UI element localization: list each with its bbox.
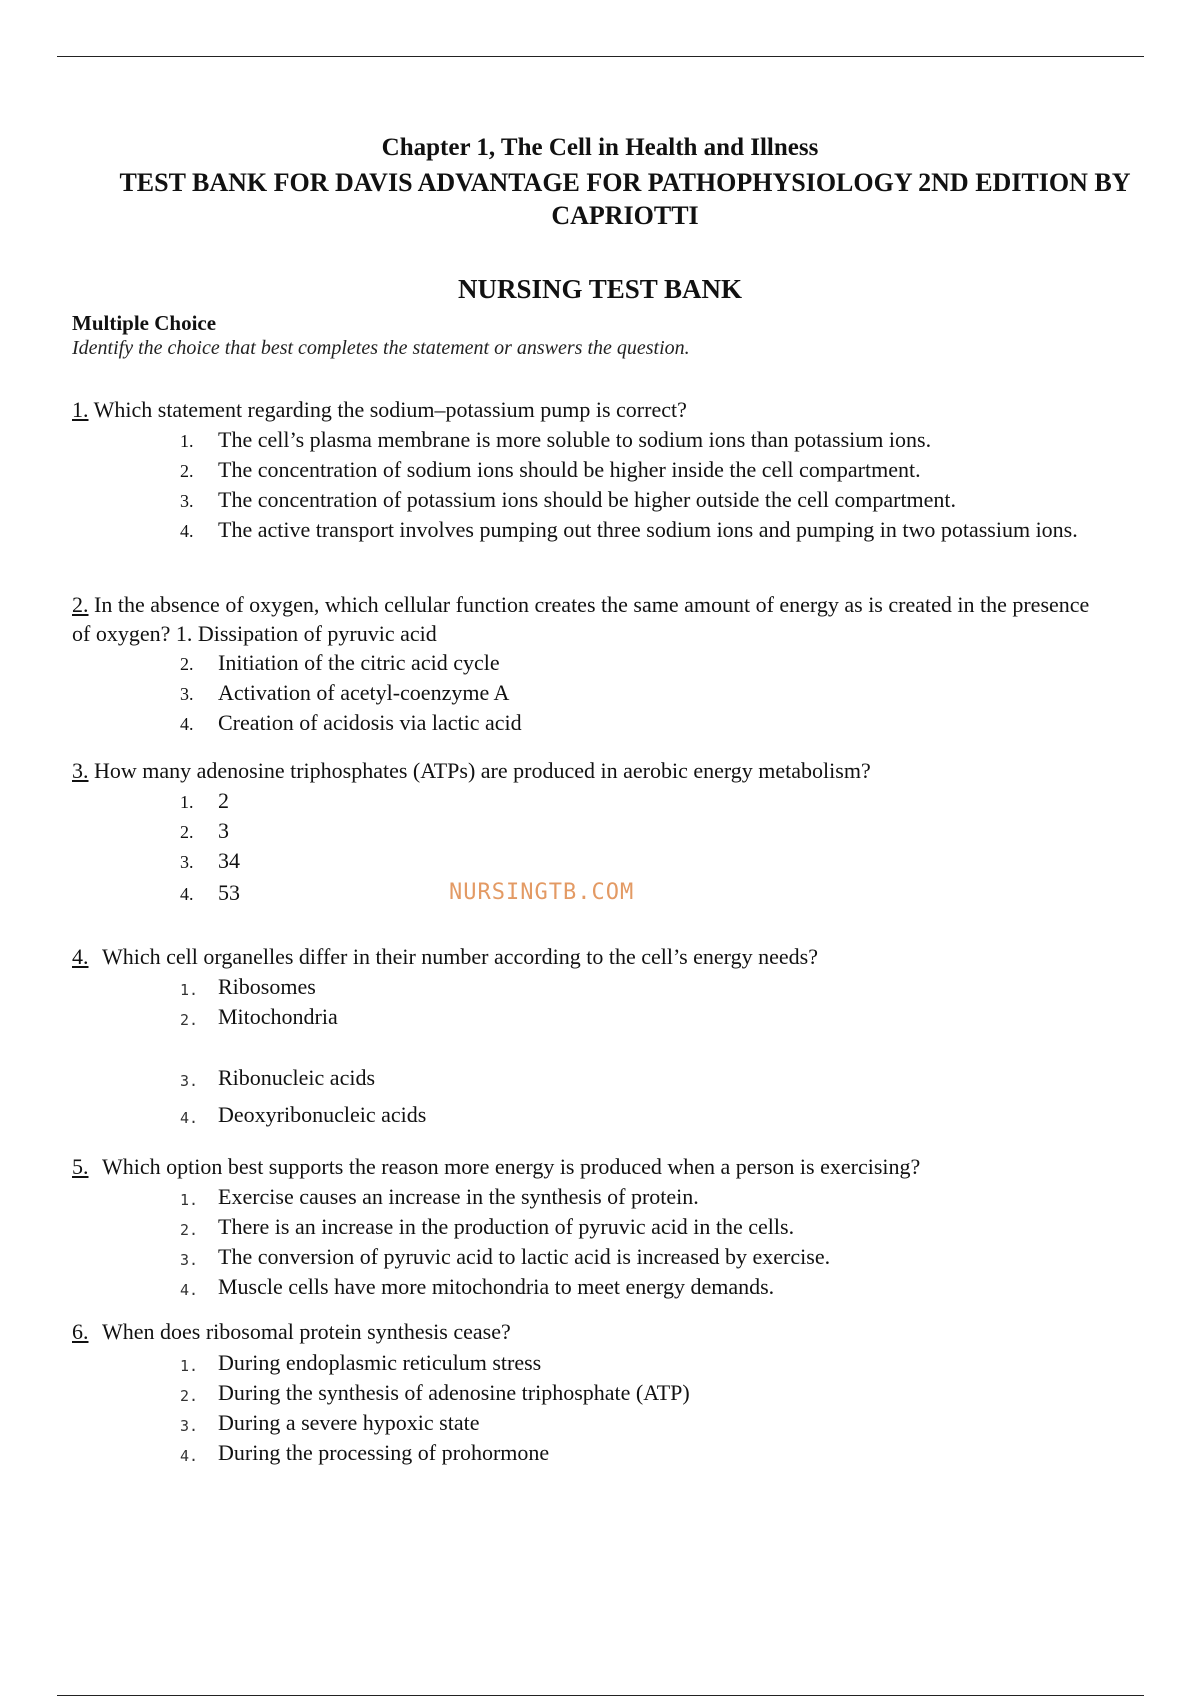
option-number: 1.	[180, 1191, 199, 1209]
chapter-heading: Chapter 1, The Cell in Health and Illness	[381, 134, 819, 161]
question-number: 4.	[72, 944, 89, 969]
watermark-text: NURSINGTB.COM	[449, 880, 635, 905]
option-number: 4.	[180, 884, 194, 904]
option-number: 3.	[180, 684, 194, 704]
option-text: Ribonucleic acids	[218, 1065, 376, 1090]
option-number: 2.	[180, 1387, 199, 1405]
option-text: Deoxyribonucleic acids	[218, 1102, 427, 1127]
top-rule	[57, 56, 1144, 57]
option	[180, 1063, 1118, 1096]
option-text: Activation of acetyl-coenzyme A	[218, 680, 510, 705]
option	[180, 1242, 1118, 1275]
option	[180, 878, 1118, 909]
option	[180, 1438, 1118, 1471]
option-text: Muscle cells have more mitochondria to meet energy demands.	[218, 1274, 775, 1299]
option	[180, 972, 1118, 1005]
question-number: 1.	[72, 397, 89, 422]
question-stem: Which statement regarding the sodium–potassium pump is correct?	[93, 397, 687, 422]
instructions-text: Identify the choice that best completes the statement or answers the question.	[72, 337, 690, 359]
option	[180, 1378, 1118, 1411]
option-text: During the processing of prohormone	[218, 1440, 550, 1465]
option-number: 3.	[180, 491, 194, 511]
option-text: Creation of acidosis via lactic acid	[218, 710, 522, 735]
option	[180, 708, 1118, 739]
question-stem: In the absence of oxygen, which cellular function creates the same amount of energy as is created in the presence of oxygen? 1. Dissipation of pyruvic acid	[72, 592, 1090, 646]
option-number: 4.	[180, 714, 194, 734]
option-text: The cell’s plasma membrane is more soluble to sodium ions than potassium ions.	[218, 427, 932, 452]
option-text: The active transport involves pumping out three sodium ions and pumping in two potassium ions.	[218, 517, 1078, 542]
option-text: Mitochondria	[218, 1004, 338, 1029]
section-title: NURSING TEST BANK	[457, 274, 743, 304]
option-text: The concentration of sodium ions should be higher inside the cell compartment.	[218, 457, 921, 482]
option-text: 3	[218, 818, 229, 843]
option-text: During endoplasmic reticulum stress	[218, 1350, 542, 1375]
option-number: 2.	[180, 1221, 199, 1239]
question-number: 6.	[72, 1319, 89, 1344]
document-title: TEST BANK FOR DAVIS ADVANTAGE FOR PATHOPHYSIOLOGY 2ND EDITION BY CAPRIOTTI	[119, 168, 1131, 230]
option	[180, 816, 1118, 847]
option	[180, 1272, 1118, 1305]
option-number: 1.	[180, 1357, 199, 1375]
question-3	[72, 756, 871, 785]
option-number: 4.	[180, 1109, 199, 1127]
option	[180, 455, 1118, 486]
question-number: 2.	[72, 592, 89, 617]
option-number: 1.	[180, 792, 194, 812]
option-number: 2.	[180, 654, 194, 674]
option	[180, 786, 1118, 817]
option-text: 34	[218, 848, 240, 873]
option-number: 3.	[180, 1417, 199, 1435]
option-text: The concentration of potassium ions should be higher outside the cell compartment.	[218, 487, 957, 512]
question-2	[72, 590, 1112, 648]
option	[180, 1348, 1118, 1381]
question-1	[72, 395, 687, 424]
option	[180, 1182, 1118, 1215]
option	[180, 515, 1118, 546]
option	[180, 485, 1118, 516]
option	[180, 1100, 1118, 1133]
option-number: 2.	[180, 822, 194, 842]
option	[180, 678, 1118, 709]
question-stem: When does ribosomal protein synthesis cease?	[102, 1319, 511, 1344]
option-number: 3.	[180, 1251, 199, 1269]
option-text: There is an increase in the production of pyruvic acid in the cells.	[218, 1214, 795, 1239]
option	[180, 1212, 1118, 1245]
option-number: 1.	[180, 431, 194, 451]
option-text: Initiation of the citric acid cycle	[218, 650, 500, 675]
question-stem: Which cell organelles differ in their number according to the cell’s energy needs?	[102, 944, 818, 969]
option-text: During a severe hypoxic state	[218, 1410, 480, 1435]
option-number: 4.	[180, 1447, 199, 1465]
option-text: Ribosomes	[218, 974, 316, 999]
option-number: 4.	[180, 521, 194, 541]
bottom-rule	[57, 1695, 1144, 1696]
option-text: 2	[218, 788, 229, 813]
option	[180, 1408, 1118, 1441]
option-text: Exercise causes an increase in the synthesis of protein.	[218, 1184, 699, 1209]
question-5	[72, 1152, 920, 1181]
question-4	[72, 942, 818, 971]
question-number: 3.	[72, 758, 89, 783]
option-number: 1.	[180, 981, 199, 999]
option-text: The conversion of pyruvic acid to lactic acid is increased by exercise.	[218, 1244, 831, 1269]
option-number: 4.	[180, 1281, 199, 1299]
question-number: 5.	[72, 1154, 89, 1179]
option-text: 53	[218, 880, 240, 905]
option	[180, 648, 1118, 679]
option	[180, 425, 1118, 456]
option-number: 2.	[180, 461, 194, 481]
question-6	[72, 1317, 511, 1346]
question-stem: Which option best supports the reason more energy is produced when a person is exercising?	[102, 1154, 921, 1179]
option-number: 2.	[180, 1011, 199, 1029]
option	[180, 1002, 1118, 1035]
option-number: 3.	[180, 1072, 199, 1090]
option	[180, 846, 1118, 877]
multiple-choice-heading: Multiple Choice	[72, 311, 217, 335]
option-number: 3.	[180, 852, 194, 872]
question-stem: How many adenosine triphosphates (ATPs) are produced in aerobic energy metabolism?	[94, 758, 871, 783]
option-text: During the synthesis of adenosine triphosphate (ATP)	[218, 1380, 690, 1405]
